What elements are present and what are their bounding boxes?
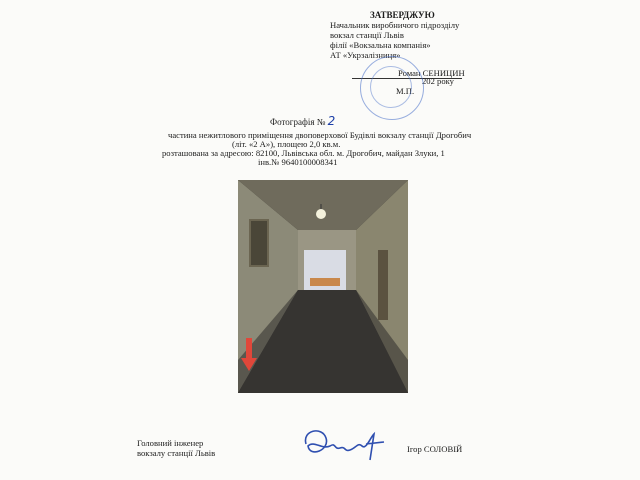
- footer-position-2: вокзалу станції Львів: [137, 448, 216, 458]
- handwritten-signature: [300, 420, 386, 466]
- approval-block: [330, 10, 459, 60]
- caption-line-3: розташована за адресою: 82100, Львівська обл. м. Дрогобич, майдан Злуки, 1: [162, 148, 445, 158]
- photo-title: Фотографія № 2: [270, 114, 336, 128]
- corridor-photo: [238, 180, 408, 393]
- caption-line-4: інв.№ 9640100008341: [258, 157, 338, 167]
- down-arrow-icon: [241, 338, 257, 372]
- footer-name: Ігор СОЛОВІЙ: [407, 444, 463, 454]
- caption-line-1: частина нежитлового приміщення двоповерхової Будівлі вокзалу станції Дрогобич: [168, 130, 472, 140]
- approval-year: 202 року: [422, 76, 454, 86]
- official-stamp: [360, 56, 424, 120]
- approval-line-2: вокзал станції Львів: [330, 30, 404, 40]
- approver-name: Роман СЕНИЦИН: [398, 68, 465, 78]
- footer-position-1: Головний інженер: [137, 438, 204, 448]
- approval-line-1: Начальник виробничого підрозділу: [330, 20, 460, 30]
- photo-number: 2: [327, 114, 336, 128]
- approval-line-3: філії «Вокзальна компанія»: [330, 40, 431, 50]
- stamp-mark: М.П.: [396, 86, 415, 96]
- approval-line-4: АТ «Укрзалізниця»: [330, 50, 401, 60]
- approval-title: ЗАТВЕРДЖУЮ: [370, 10, 435, 20]
- caption-line-2: (літ. «2 А»), площею 2,0 кв.м.: [232, 139, 341, 149]
